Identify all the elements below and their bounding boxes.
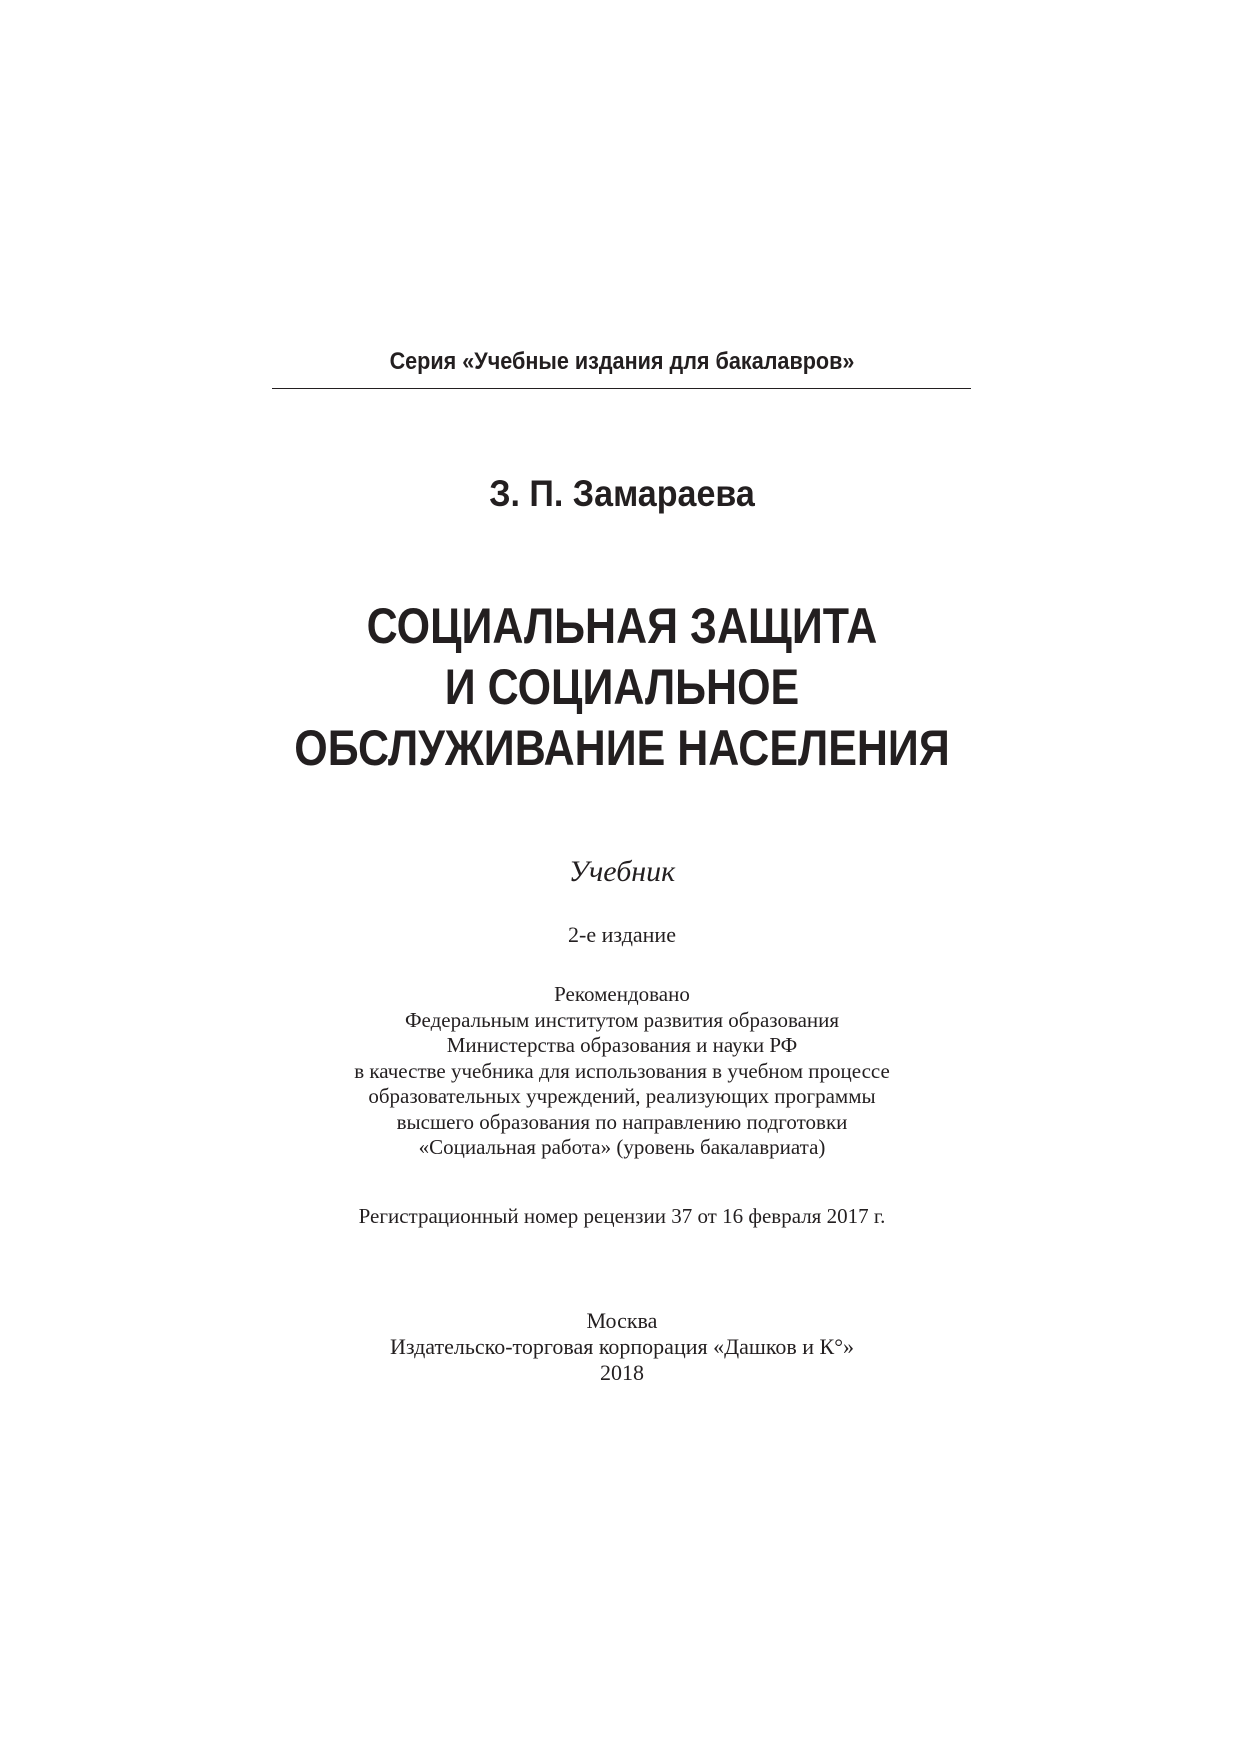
edition-label: 2-е издание — [568, 922, 676, 947]
book-type: Учебник — [568, 855, 676, 888]
recommendation-line: «Социальная работа» (уровень бакалавриата) — [418, 1135, 826, 1159]
recommendation-line: Рекомендовано — [554, 982, 690, 1006]
book-title-line: И СОЦИАЛЬНОЕ — [444, 659, 800, 715]
book-title-line: СОЦИАЛЬНАЯ ЗАЩИТА — [366, 598, 878, 654]
series-divider — [272, 388, 971, 389]
series-label: Серия «Учебные издания для бакалавров» — [389, 348, 855, 375]
recommendation-line: в качестве учебника для использования в учебном процессе — [354, 1058, 890, 1083]
recommendation-line: образовательных учреждений, реализующих программы — [368, 1084, 876, 1108]
imprint-publisher: Издательско-торговая корпорация «Дашков и К°» — [389, 1334, 855, 1359]
book-title-line: ОБСЛУЖИВАНИЕ НАСЕЛЕНИЯ — [294, 720, 950, 776]
registration-number: Регистрационный номер рецензии 37 от 16 февраля 2017 г. — [358, 1204, 886, 1228]
recommendation-line: высшего образования по направлению подготовки — [396, 1109, 848, 1134]
recommendation-block — [222, 982, 1022, 1161]
imprint-year: 2018 — [600, 1360, 644, 1385]
recommendation-line: Федеральным институтом развития образования — [404, 1007, 840, 1032]
author-name: З. П. Замараева — [489, 473, 755, 514]
recommendation-line: Министерства образования и науки РФ — [446, 1033, 798, 1057]
imprint-block — [222, 1308, 1022, 1386]
imprint-city: Москва — [586, 1308, 658, 1333]
book-title — [235, 596, 1009, 779]
